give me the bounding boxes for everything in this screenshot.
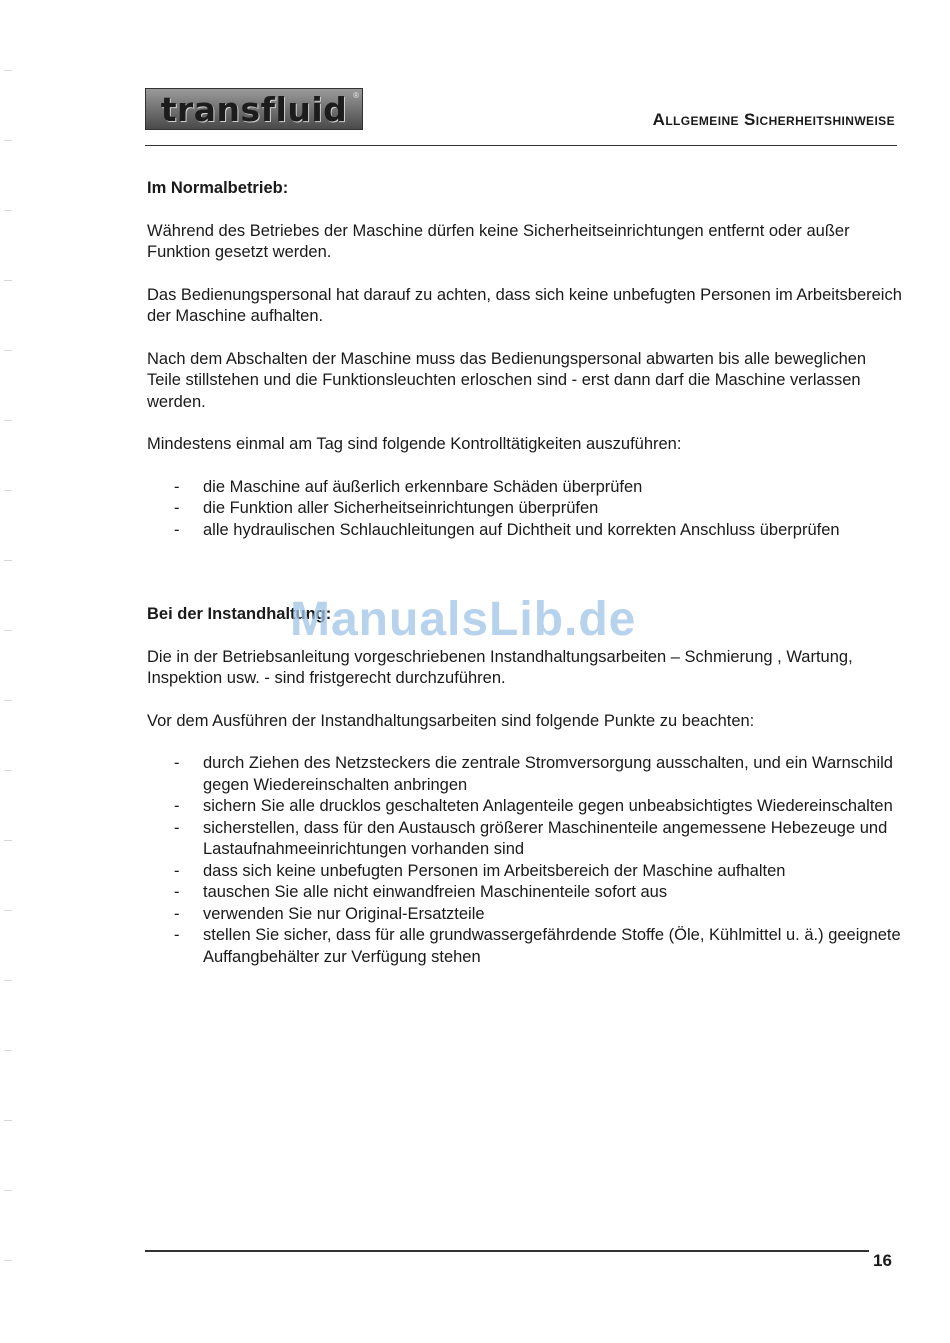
- list-item-text: alle hydraulischen Schlauchleitungen auf Dichtheit und korrekten Anschluss überprüfen: [203, 520, 840, 539]
- paragraph: Mindestens einmal am Tag sind folgende Kontrolltätigkeiten auszuführen:: [147, 435, 682, 453]
- list-item: [147, 818, 902, 861]
- list-marker: -: [174, 797, 180, 815]
- header-divider: [145, 145, 897, 146]
- list-marker: -: [174, 818, 180, 837]
- list-item-text: dass sich keine unbefugten Personen im Arbeitsbereich der Maschine aufhalten: [203, 861, 786, 880]
- list-marker: -: [174, 883, 180, 901]
- list-item-text: die Maschine auf äußerlich erkennbare Schäden überprüfen: [203, 477, 643, 496]
- section-heading-normalbetrieb: Im Normalbetrieb:: [147, 179, 289, 197]
- list-item-text: sichern Sie alle drucklos geschalteten Anlagenteile gegen unbeabsichtigtes Wiedereinschalten: [203, 797, 893, 815]
- page-number: 16: [873, 1251, 892, 1270]
- list-item: [147, 861, 902, 883]
- paragraph: Die in der Betriebsanleitung vorgeschriebenen Instandhaltungsarbeiten – Schmierung , Wartung, Inspektion usw. - sind fristgerecht durchzuführen.: [147, 647, 853, 687]
- scan-margin-marks: [4, 0, 14, 1343]
- list-item-text: tauschen Sie alle nicht einwandfreien Maschinenteile sofort aus: [203, 883, 668, 901]
- paragraph: Das Bedienungspersonal hat darauf zu achten, dass sich keine unbefugten Personen im Arbeitsbereich der Maschine aufhalten.: [147, 285, 902, 325]
- list-item-text: stellen Sie sicher, dass für alle grundwassergefährdende Stoffe (Öle, Kühlmittel u. ä.) geeignete Auffangbehälter zur Verfügung stehen: [203, 926, 901, 966]
- list-item-text: sicherstellen, dass für den Austausch größerer Maschinenteile angemessene Hebezeuge und Lastaufnahmeeinrichtungen vorhanden sind: [203, 818, 888, 858]
- list-item: [147, 498, 902, 520]
- list-marker: -: [174, 477, 180, 496]
- footer-divider: [145, 1250, 869, 1252]
- list-item-text: die Funktion aller Sicherheitseinrichtungen überprüfen: [203, 499, 599, 517]
- manualslib-watermark: ManualsLib.de: [290, 593, 637, 646]
- registered-mark: ®: [353, 91, 359, 100]
- list-marker: -: [174, 499, 180, 517]
- transfluid-logo: [145, 88, 363, 130]
- list-marker: -: [174, 520, 180, 539]
- paragraph: Nach dem Abschalten der Maschine muss das Bedienungspersonal abwarten bis alle beweglichen Teile stillstehen und die Funktionsleuchten erloschen sind - erst dann darf die Maschine verlassen werden.: [147, 349, 867, 411]
- list-marker: -: [174, 904, 180, 923]
- paragraph: Vor dem Ausführen der Instandhaltungsarbeiten sind folgende Punkte zu beachten:: [147, 711, 755, 730]
- page-title: Allgemeine Sicherheitshinweise: [652, 110, 895, 129]
- list-item: [147, 904, 902, 926]
- section-spacer: [147, 562, 902, 604]
- list-item: [147, 882, 902, 904]
- checklist-maintenance: [147, 753, 902, 968]
- list-item-text: durch Ziehen des Netzsteckers die zentrale Stromversorgung ausschalten, und ein Warnschild gegen Wiedereinschalten anbringen: [203, 754, 893, 794]
- list-marker: -: [174, 861, 180, 880]
- list-item: [147, 925, 902, 968]
- section-heading-instandhaltung: Bei der Instandhaltung:: [147, 605, 332, 623]
- list-marker: -: [174, 754, 180, 772]
- checklist-daily: [147, 477, 902, 542]
- document-body: [147, 178, 902, 989]
- list-item: [147, 477, 902, 499]
- logo-text: transfluid: [160, 89, 348, 129]
- list-item: [147, 520, 902, 542]
- list-item: [147, 796, 902, 818]
- list-marker: -: [174, 926, 180, 944]
- list-item: [147, 753, 902, 796]
- list-item-text: verwenden Sie nur Original-Ersatzteile: [203, 904, 485, 923]
- paragraph: Während des Betriebes der Maschine dürfen keine Sicherheitseinrichtungen entfernt oder außer Funktion gesetzt werden.: [147, 221, 850, 261]
